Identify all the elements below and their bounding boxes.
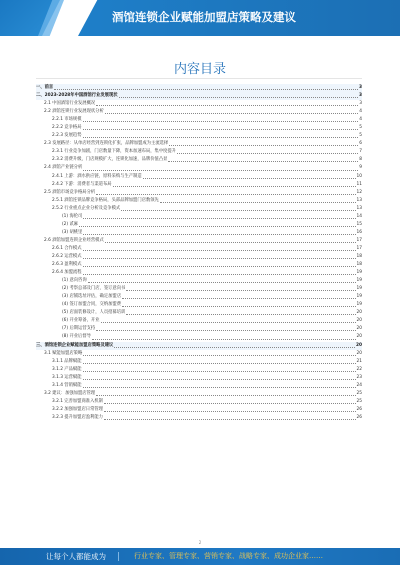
toc-entry[interactable] [36, 325, 362, 333]
toc-entry-title: 2.5.2 行业重点企业分析及竞争模式 [52, 205, 121, 211]
toc-entry[interactable] [36, 253, 362, 261]
toc-entry[interactable] [36, 398, 362, 406]
header-logo-graphic [0, 0, 60, 36]
toc-leader-dots [104, 402, 356, 404]
footer-slogan-right: 行业专家、管理专家、营销专家、战略专家、成功企业家…… [134, 552, 323, 560]
toc-entry-title: 2.6.2 运营模式 [52, 253, 82, 259]
toc-heading-divider [36, 78, 362, 79]
document-title: 酒馆连锁企业赋能加盟店策略及建议 [112, 10, 296, 24]
toc-leader-dots [79, 225, 355, 227]
toc-entry[interactable] [36, 277, 362, 285]
toc-entry-title: 三、酒馆连锁企业赋能加盟店策略及建议 [36, 342, 114, 348]
toc-entry-page: 20 [356, 326, 362, 332]
toc-entry-page: 21 [356, 358, 362, 364]
toc-entry-page: 19 [356, 302, 362, 308]
toc-entry-title: 二、2023-2028年中国酒馆行业发展现状 [36, 93, 118, 99]
toc-entry-title: 3.1 赋能加盟店策略 [44, 350, 83, 356]
toc-entry[interactable] [36, 350, 362, 358]
toc-leader-dots [83, 136, 359, 138]
toc-entry-page: 20 [356, 334, 362, 340]
toc-entry-title: (3) 店铺选址评估，确定加盟店 [62, 294, 122, 300]
toc-entry[interactable] [36, 229, 362, 237]
toc-entry[interactable] [36, 100, 362, 108]
toc-entry-page: 9 [359, 165, 362, 171]
toc-leader-dots [83, 233, 355, 235]
toc-leader-dots [104, 418, 356, 420]
toc-entry[interactable] [36, 213, 362, 221]
toc-leader-dots [119, 96, 358, 98]
toc-entry[interactable] [36, 156, 362, 164]
toc-entry-title: 2.3 发展路径：从单店经营到连锁化扩张，品牌加盟成为主流选择 [44, 141, 169, 147]
toc-entry-title: 2.6.1 合作模式 [52, 245, 82, 251]
toc-entry-title: 2.4.2 下游：消费者与渠道布局 [52, 181, 112, 187]
toc-leader-dots [113, 185, 356, 187]
toc-leader-dots [160, 201, 356, 203]
toc-entry[interactable] [36, 221, 362, 229]
toc-entry[interactable] [36, 164, 362, 172]
toc-entry[interactable] [36, 92, 362, 100]
toc-entry-page: 3 [359, 85, 362, 90]
toc-entry[interactable] [36, 205, 362, 213]
toc-leader-dots [96, 193, 355, 195]
toc-leader-dots [83, 128, 359, 130]
toc-leader-dots [83, 273, 356, 275]
toc-entry-page: 7 [359, 149, 362, 155]
toc-entry-title: 3.1.4 营销赋能 [52, 382, 82, 388]
toc-entry[interactable] [36, 414, 362, 422]
toc-entry-page: 14 [356, 213, 362, 219]
toc-entry-page: 20 [356, 350, 362, 356]
toc-entry[interactable] [36, 374, 362, 382]
toc-entry-page: 18 [356, 253, 362, 259]
toc-entry[interactable] [36, 140, 362, 148]
toc-leader-dots [83, 370, 356, 372]
toc-entry[interactable] [36, 124, 362, 132]
toc-leader-dots [83, 386, 356, 388]
toc-leader-dots [96, 329, 355, 331]
toc-leader-dots [177, 152, 358, 154]
page-number: 2 [198, 540, 202, 545]
toc-entry[interactable] [36, 189, 362, 197]
toc-leader-dots [88, 281, 356, 283]
toc-leader-dots [92, 338, 356, 340]
toc-entry-title: 2.2.3 发展趋势 [52, 133, 82, 139]
toc-entry-page: 6 [359, 141, 362, 147]
toc-entry[interactable] [36, 390, 362, 398]
toc-leader-dots [83, 362, 356, 364]
toc-entry-page: 22 [356, 366, 362, 372]
toc-entry-page: 17 [356, 245, 362, 251]
toc-leader-dots [83, 217, 355, 219]
toc-entry-page: 13 [356, 197, 362, 203]
toc-leader-dots [83, 265, 356, 267]
toc-entry[interactable] [36, 148, 362, 156]
toc-entry-title: (2) 考察总部及门店，签订意向书 [62, 286, 126, 292]
toc-entry-page: 4 [359, 117, 362, 123]
toc-leader-dots [96, 104, 358, 106]
toc-entry-page: 15 [356, 221, 362, 227]
toc-entry-title: 3.2.3 提升加盟店盈利能力 [52, 414, 103, 420]
toc-leader-dots [143, 177, 356, 179]
toc-leader-dots [114, 346, 355, 348]
toc-leader-dots [126, 313, 355, 315]
toc-entry-page: 5 [359, 133, 362, 139]
toc-entry-page: 20 [356, 310, 362, 316]
toc-entry-title: 2.4.1 上游：酒水供应链，原料采购与生产制造 [52, 173, 142, 179]
footer-slogan-left: 让每个人都能成为 [46, 552, 106, 561]
toc-leader-dots [126, 289, 355, 291]
toc-entry-title: 3.2.2 加强加盟店日常管理 [52, 406, 103, 412]
toc-entry-page: 13 [356, 205, 362, 211]
toc-entry-title: 2.6 酒馆加盟连锁企业经营模式 [44, 237, 104, 243]
toc-entry[interactable] [36, 333, 362, 341]
toc-entry-title: 3.2 建议：加强加盟店管理 [44, 390, 96, 396]
toc-entry-title: 3.1.1 品牌赋能 [52, 358, 82, 364]
toc-entry[interactable] [36, 382, 362, 390]
toc-leader-dots [83, 378, 356, 380]
toc-entry-page: 3 [359, 101, 362, 107]
toc-entry-page: 26 [356, 414, 362, 420]
toc-entry[interactable] [36, 406, 362, 414]
toc-entry[interactable] [36, 132, 362, 140]
toc-entry-title: (8) 开业后督导 [62, 334, 91, 340]
toc-entry-title: 2.2 酒馆连锁行业发展现状分析 [44, 109, 104, 115]
toc-entry-page: 19 [356, 278, 362, 284]
toc-entry-page: 24 [356, 382, 362, 388]
toc-entry[interactable] [36, 108, 362, 116]
toc-entry-title: (3) 胡桃里 [62, 229, 83, 235]
toc-entry-title: 2.2.1 市场规模 [52, 117, 82, 123]
toc-leader-dots [104, 410, 356, 412]
toc-entry-page: 20 [356, 342, 362, 348]
page-header [0, 0, 400, 36]
toc-leader-dots [54, 88, 358, 90]
toc-entry-title: 2.6.3 盈利模式 [52, 262, 82, 268]
toc-entry-title: 一、前言 [36, 85, 54, 90]
toc-entry-page: 19 [356, 270, 362, 276]
toc-leader-dots [83, 354, 355, 356]
toc-leader-dots [101, 321, 356, 323]
toc-entry[interactable] [36, 269, 362, 277]
toc-entry[interactable] [36, 197, 362, 205]
page-footer [0, 548, 400, 565]
toc-entry-page: 5 [359, 125, 362, 131]
toc-entry-page: 10 [356, 173, 362, 179]
toc-entry[interactable] [36, 293, 362, 301]
toc-entry[interactable] [36, 309, 362, 317]
toc-entry-title: (2) 贰麻 [62, 221, 79, 227]
toc-leader-dots [122, 297, 356, 299]
toc-entry[interactable] [36, 317, 362, 325]
toc-entry[interactable] [36, 301, 362, 309]
toc-entry-title: (6) 开业筹备，开业 [62, 318, 100, 324]
footer-divider [118, 552, 119, 561]
toc-entry-title: 2.2.2 竞争格局 [52, 125, 82, 131]
toc-entry[interactable] [36, 84, 362, 92]
toc-entry[interactable] [36, 261, 362, 269]
toc-entry[interactable] [36, 245, 362, 253]
toc-entry-page: 12 [356, 189, 362, 195]
toc-entry-title: 2.5.1 酒馆连锁品牌竞争格局，头部品牌加盟门店数领先 [52, 197, 159, 203]
toc-entry[interactable] [36, 342, 362, 350]
toc-entry-title: (1) 意向咨询 [62, 278, 87, 284]
toc-entry[interactable] [36, 285, 362, 293]
toc-entry-title: (1) 海伦司 [62, 213, 83, 219]
toc-leader-dots [83, 257, 356, 259]
toc-entry-title: 3.1.2 产品赋能 [52, 366, 82, 372]
toc-entry-page: 25 [356, 390, 362, 396]
toc-entry[interactable] [36, 237, 362, 245]
toc-leader-dots [169, 144, 358, 146]
toc-entry-title: (4) 签订加盟合同，交纳加盟费 [62, 302, 122, 308]
toc-entry-page: 18 [356, 262, 362, 268]
toc-entry-page: 25 [356, 398, 362, 404]
toc-entry[interactable] [36, 366, 362, 374]
toc-entry-page: 20 [356, 318, 362, 324]
toc-entry-page: 19 [356, 286, 362, 292]
toc-leader-dots [122, 305, 356, 307]
toc-entry-page: 8 [359, 157, 362, 163]
toc-leader-dots [121, 209, 355, 211]
toc-entry[interactable] [36, 173, 362, 181]
toc-entry-title: 2.4 酒馆产业链分析 [44, 165, 83, 171]
toc-entry-page: 23 [356, 374, 362, 380]
toc-entry[interactable] [36, 358, 362, 366]
toc-entry-title: (7) 后期运营支持 [62, 326, 96, 332]
toc-entry-page: 4 [359, 109, 362, 115]
toc-entry-page: 19 [356, 294, 362, 300]
toc-entry-page: 17 [356, 237, 362, 243]
toc-entry-title: 2.5 酒馆市场竞争格局分析 [44, 189, 96, 195]
toc-leader-dots [168, 160, 358, 162]
toc-entry-title: 3.1.3 运营赋能 [52, 374, 82, 380]
toc-leader-dots [105, 241, 356, 243]
toc-leader-dots [83, 120, 359, 122]
toc-entry-page: 26 [356, 406, 362, 412]
toc-entry-title: 2.6.4 加盟流程 [52, 270, 82, 276]
toc-leader-dots [96, 394, 355, 396]
toc-entry-title: 2.3.1 行业竞争加剧，门店数量下降，资本加速布局，集中度提升 [52, 149, 177, 155]
toc-entry[interactable] [36, 116, 362, 124]
toc-heading: 内容目录 [173, 62, 226, 77]
toc-entry[interactable] [36, 181, 362, 189]
toc-entry-page: 11 [356, 181, 362, 187]
table-of-contents [36, 84, 362, 422]
toc-entry-title: 3.2.1 完善加盟商准入机制 [52, 398, 103, 404]
toc-leader-dots [83, 169, 358, 171]
toc-entry-page: 16 [356, 229, 362, 235]
toc-entry-title: (5) 店面装修设计，人员招募培训 [62, 310, 126, 316]
toc-entry-title: 2.3.2 消费升级，门店规模扩大，连锁化加速，品牌价值凸显 [52, 157, 168, 163]
toc-leader-dots [105, 112, 359, 114]
toc-entry-title: 2.1 中国酒馆行业发展概况 [44, 101, 96, 107]
toc-leader-dots [83, 249, 356, 251]
toc-entry-page: 3 [359, 93, 362, 99]
